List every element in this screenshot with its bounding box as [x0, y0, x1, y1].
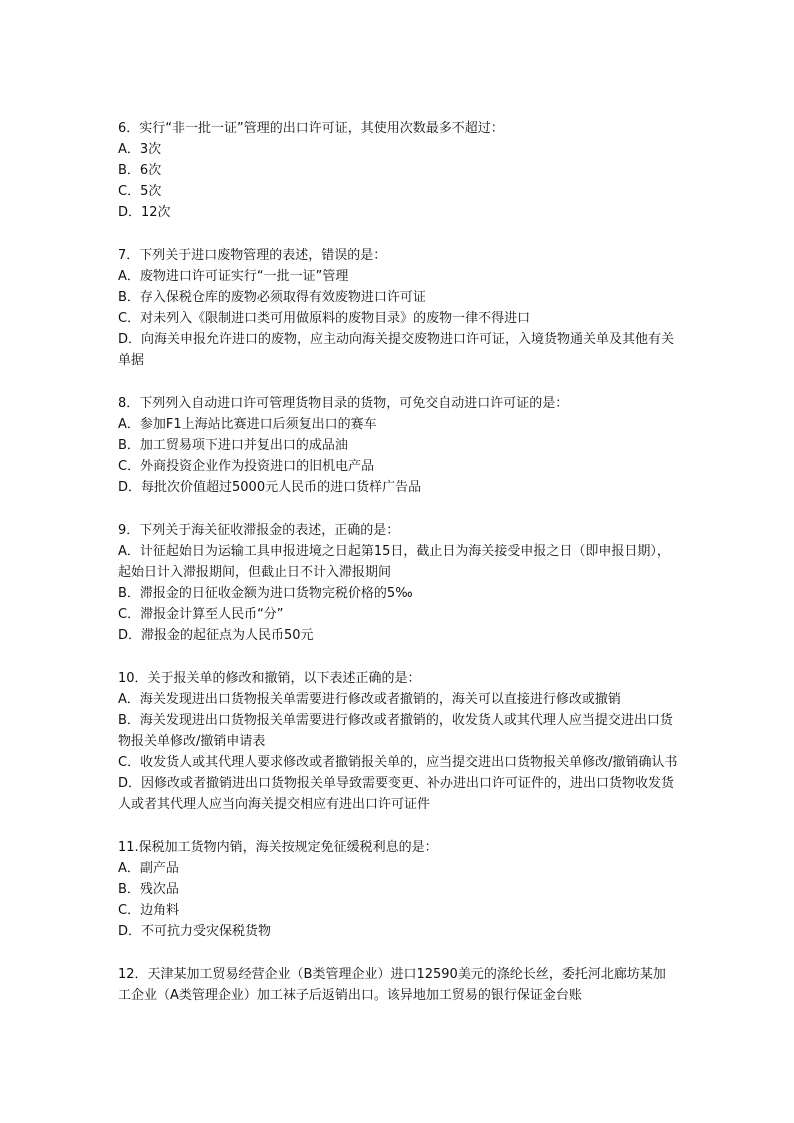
option-d: D．因修改或者撤销进出口货物报关单导致需要变更、补办进出口许可证件的，进出口货物收发货人或者其代理人应当向海关提交相应有进出口许可证件: [118, 776, 675, 812]
option-a: A．3次: [118, 142, 162, 157]
option-a: A．海关发现进出口货物报关单需要进行修改或者撤销的，海关可以直接进行修改或撤销: [118, 692, 621, 707]
question-stem: 6．实行“非一批一证”管理的出口许可证，其使用次数最多不超过：: [118, 121, 504, 136]
question-6: [118, 118, 678, 223]
option-c: C．收发货人或其代理人要求修改或者撤销报关单的，应当提交进出口货物报关单修改/撤销确认书: [118, 755, 678, 770]
option-b: B．滞报金的日征收金额为进口货物完税价格的5‰: [118, 586, 413, 601]
question-list: [118, 118, 678, 1028]
question-stem: 7．下列关于进口废物管理的表述，错误的是：: [118, 248, 387, 263]
option-c: C．滞报金计算至人民币“分”: [118, 607, 284, 622]
option-d: D．向海关申报允许进口的废物，应主动向海关提交废物进口许可证，入境货物通关单及其他有关单据: [118, 332, 675, 368]
question-stem: 9．下列关于海关征收滞报金的表述，正确的是：: [118, 523, 400, 538]
option-d: D．12次: [118, 205, 171, 220]
option-c: C．对未列入《限制进口类可用做原料的废物目录》的废物一律不得进口: [118, 311, 531, 326]
question-stem: 12．天津某加工贸易经营企业（B类管理企业）进口12590美元的涤纶长丝，委托河北廊坊某加工企业（A类管理企业）加工袜子后返销出口。该异地加工贸易的银行保证金台账: [118, 967, 666, 1003]
option-a: A．参加F1上海站比赛进口后须复出口的赛车: [118, 417, 377, 432]
question-stem: 11.保税加工货物内销，海关按规定免征缓税利息的是：: [118, 840, 438, 855]
question-9: [118, 520, 678, 646]
option-a: A．废物进口许可证实行“一批一证”管理: [118, 269, 349, 284]
question-stem: 8．下列列入自动进口许可管理货物目录的货物，可免交自动进口许可证的是：: [118, 396, 569, 411]
option-d: D．滞报金的起征点为人民币50元: [118, 628, 314, 643]
option-c: C．外商投资企业作为投资进口的旧机电产品: [118, 459, 375, 474]
option-a: A．副产品: [118, 861, 179, 876]
option-c: C．边角料: [118, 903, 180, 918]
option-d: D．每批次价值超过5000元人民币的进口货样广告品: [118, 480, 422, 495]
option-c: C．5次: [118, 184, 162, 199]
option-d: D．不可抗力受灾保税货物: [118, 924, 272, 939]
option-b: B．存入保税仓库的废物必须取得有效废物进口许可证: [118, 290, 426, 305]
option-b: B．海关发现进出口货物报关单需要进行修改或者撤销的，收发货人或其代理人应当提交进出口货物报关单修改/撤销申请表: [118, 713, 673, 749]
option-b: B．6次: [118, 163, 162, 178]
option-b: B．残次品: [118, 882, 179, 897]
question-12: [118, 964, 678, 1006]
option-b: B．加工贸易项下进口并复出口的成品油: [118, 438, 348, 453]
question-8: [118, 393, 678, 498]
option-a: A．计征起始日为运输工具申报进境之日起第15日，截止日为海关接受申报之日（即申报日期），起始日计入滞报期间，但截止日不计入滞报期间: [118, 544, 670, 580]
question-stem: 10．关于报关单的修改和撤销，以下表述正确的是：: [118, 671, 421, 686]
question-7: [118, 245, 678, 371]
question-10: [118, 668, 678, 815]
question-11: [118, 837, 678, 942]
